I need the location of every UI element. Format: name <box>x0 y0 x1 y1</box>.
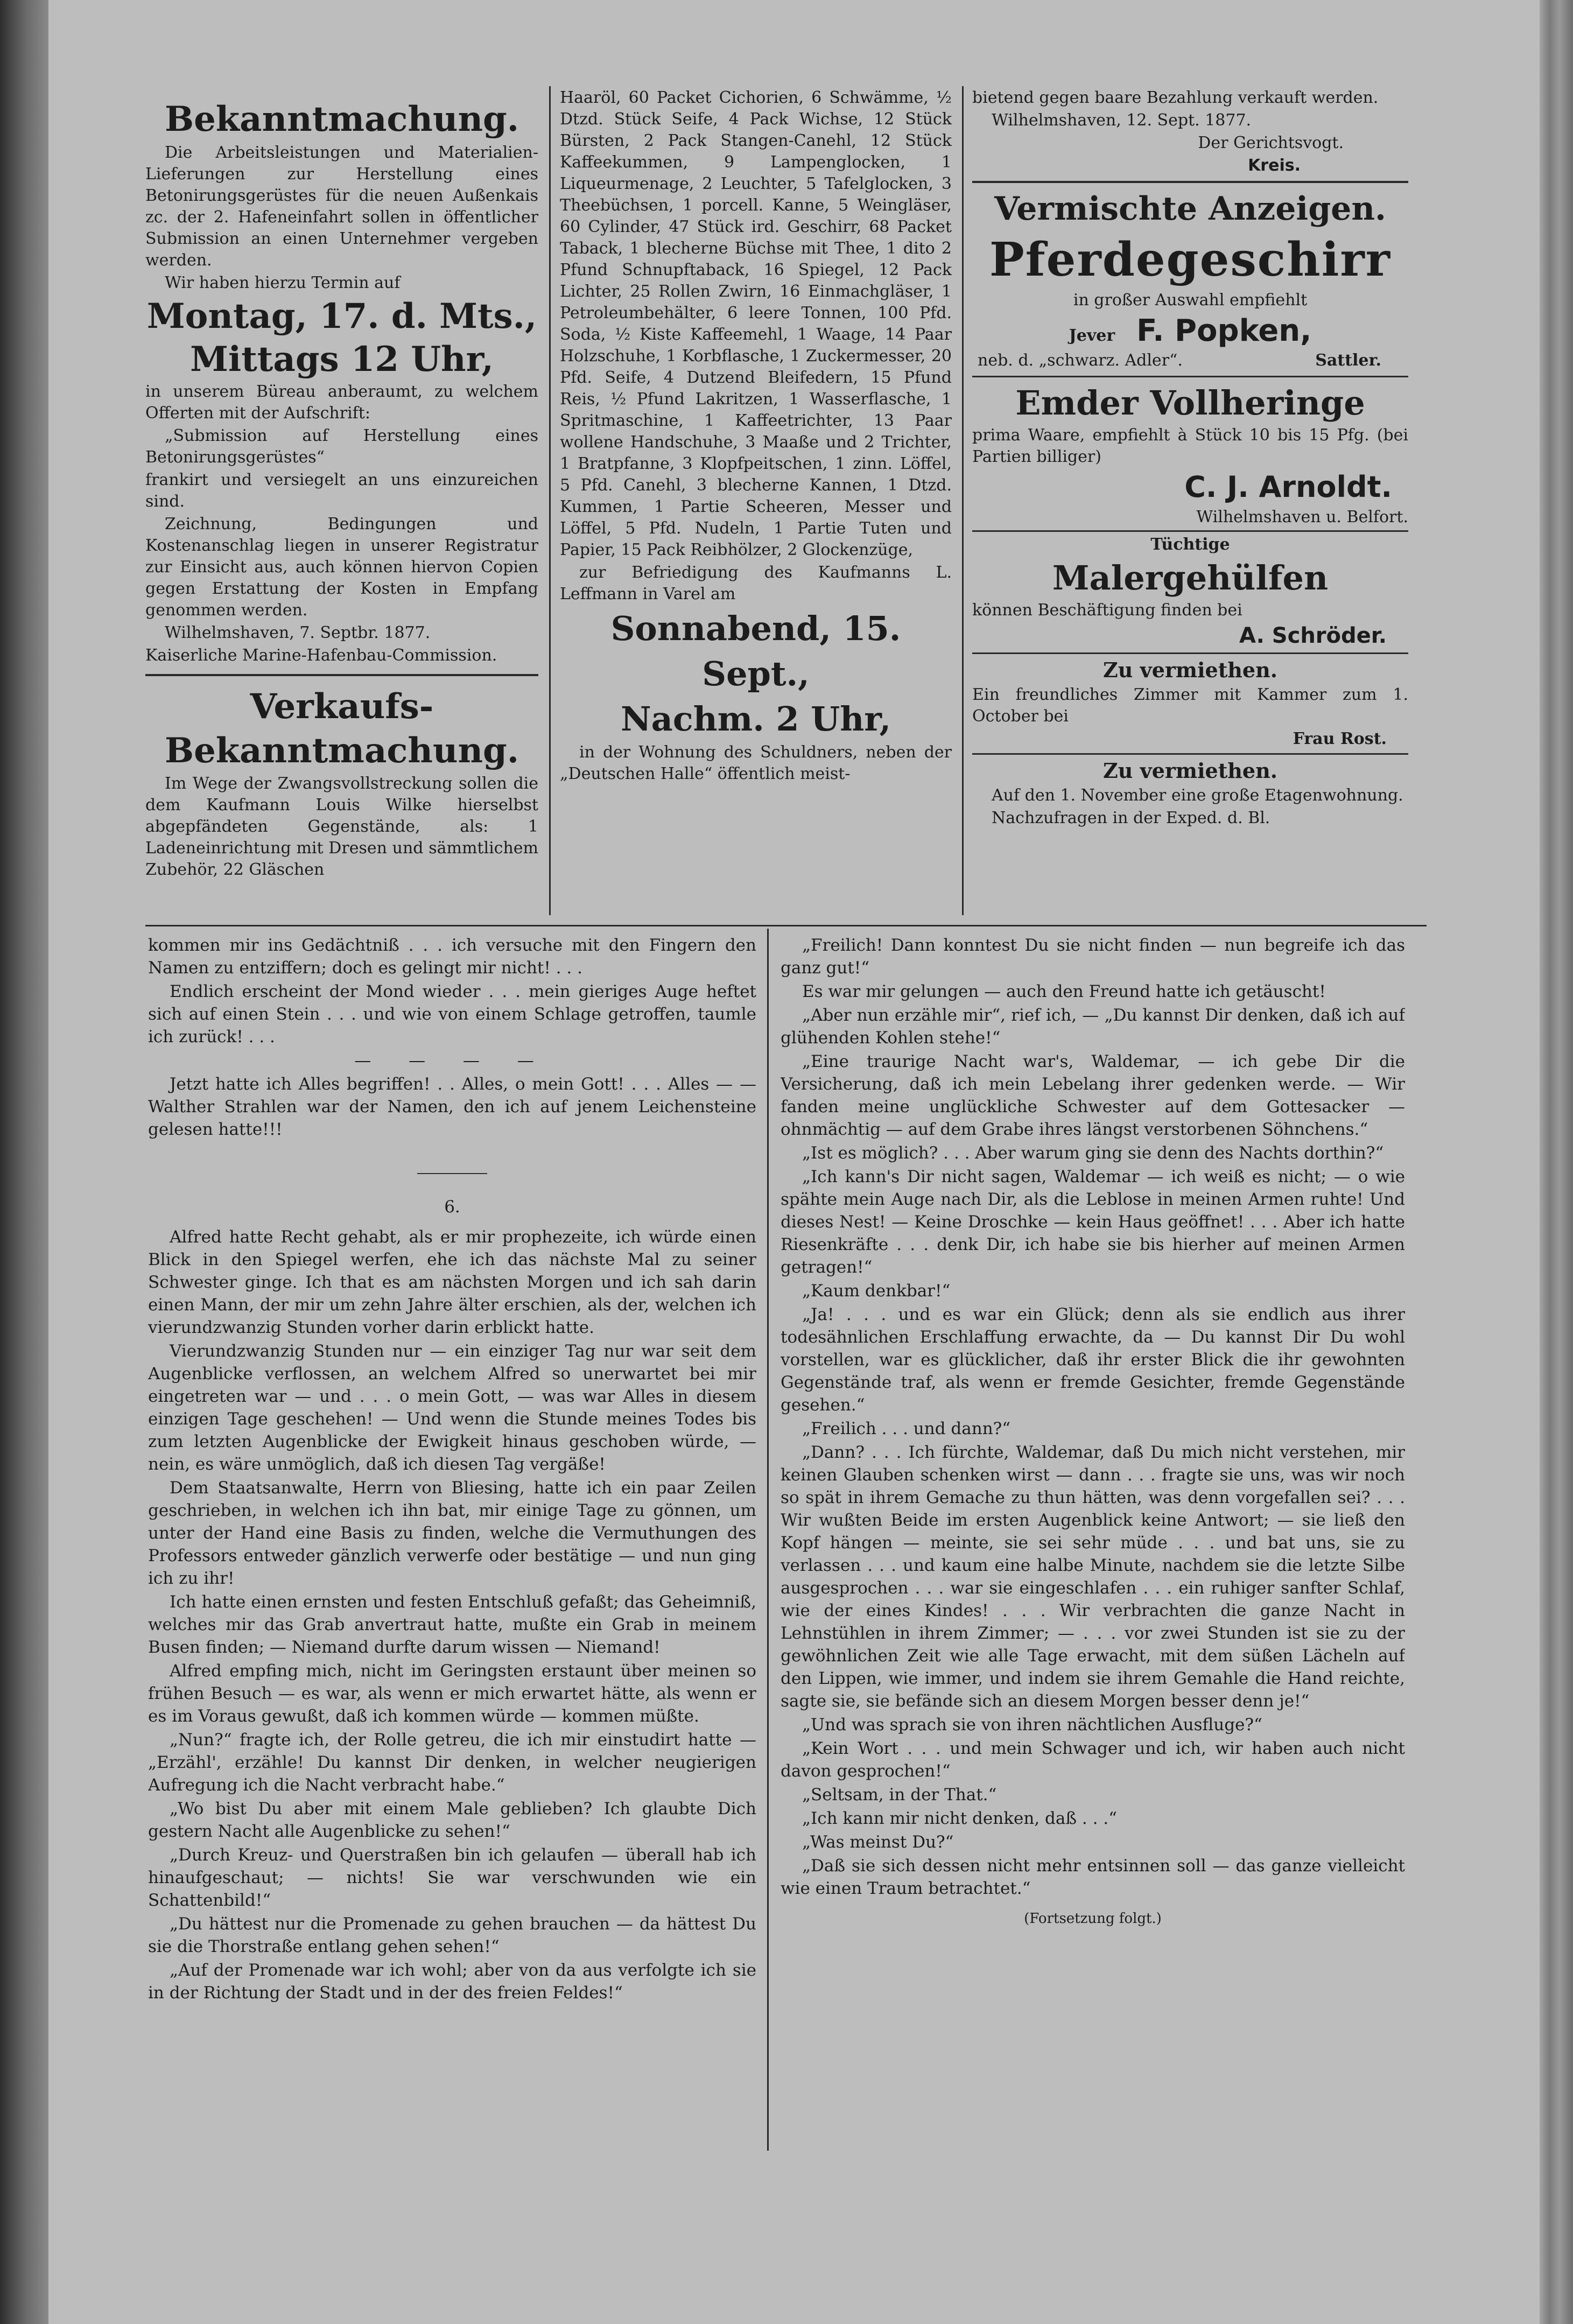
story-left-p3: Jetzt hatte ich Alles begriffen! . . Alles, o mein Gott! . . . Alles — — Walther Strahlen war der Namen, den ich auf jenem Leichensteine gelesen hatte!!! <box>148 1075 756 1139</box>
newspaper-page <box>48 0 1540 2324</box>
ad1-rule <box>145 674 538 676</box>
story-left-p12: „Du hättest nur die Promenade zu gehen brauchen — da hättest Du sie die Thorstraße entlang gehen sehen!“ <box>148 1914 756 1956</box>
story-left-p11: „Durch Kreuz- und Querstraßen bin ich gelaufen — überall hab ich hinaufgeschaut; — nichts! Sie war verschwunden wie ein Schattenbild!“ <box>148 1845 756 1910</box>
story-right-p9: „Freilich . . . und dann?“ <box>802 1419 1011 1438</box>
story-right-p5: „Ist es möglich? . . . Aber warum ging sie denn des Nachts dorthin?“ <box>802 1143 1384 1163</box>
story-left-p6: Dem Staatsanwalte, Herrn von Bliesing, hatte ich ein paar Zeilen geschrieben, in welchen ich ihn bat, mir einige Tage zu gönnen, um unter der Hand eine Basis zu finden, welche die Vermuthungen des Professors entweder gänzlich verwerfe oder bestätige — und nun ging ich zu ihr! <box>148 1478 756 1588</box>
story-right-p2: Es war mir gelungen — auch den Freund hatte ich getäuscht! <box>802 982 1326 1001</box>
column-rule-2 <box>962 86 964 915</box>
ad1-text4: Zeichnung, Bedingungen und Kostenanschlag liegen in unserer Registratur zur Einsicht aus, auch können hiervon Copien gegen Erstattung der Kosten in Empfang genommen werden. <box>145 515 538 620</box>
ad-e-title: Zu vermiethen. <box>1103 759 1277 783</box>
story-left-p8: Alfred empfing mich, nicht im Geringsten erstaunt über meinen so frühen Besuch — es war, als wenn er mich erwartet hätte, als wenn er es im Voraus gewußt, daß ich kommen würde — kommen müßte. <box>148 1661 756 1726</box>
ad1-quote: „Submission auf Herstellung eines Betonirungsgerüstes“ <box>145 426 538 467</box>
story-left-column <box>148 934 756 2156</box>
auction-items: Haaröl, 60 Packet Cichorien, 6 Schwämme, ½ Dtzd. Stück Seife, 4 Pack Wichse, 12 Stück Bürsten, 2 Pack Stangen-Canehl, 12 Stück Kaffeekummen, 9 Lampenglocken, 1 Liqueurmenage, 2 Leuchter, 5 Tafelglocken, 3 Theebüchsen, 1 porcell. Kanne, 5 Weingläser, 60 Cylinder, 47 Stück ird. Geschirr, 68 Packet Taback, 1 blecherne Büchse mit Thee, 1 dito 2 Pfund Schnupftaback, 16 Spiegel, 12 Pack Lichter, 25 Rollen Zwirn, 16 Einmachgläser, 1 Petroleumbehälter, 6 leere Tonnen, 100 Pfd. Soda, ½ Kiste Kaffeemehl, 1 Waage, 14 Paar Holzschuhe, 1 Korbflasche, 1 Zuckermesser, 20 Pfd. Seife, 4 Dutzend Bleifedern, 15 Pfund Reis, ½ Pfund Lakritzen, 1 Wasserflasche, 1 Spritmaschine, 1 Kaffeetrichter, 13 Paar wollene Handschuhe, 3 Maaße und 2 Trichter, 1 Bratpfanne, 3 Klopfpeitschen, 1 zinn. Löffel, 5 Pfd. Canehl, 3 blecherne Kannen, 1 Dtzd. Kummen, 1 Partie Scheeren, Messer und Löffel, 5 Pfd. Nudeln, 1 Partie Tuten und Papier, 15 Pack Reibhölzer, 2 Glockenzüge, <box>560 88 952 559</box>
ad-c-title: Malergehülfen <box>1052 558 1329 598</box>
story-left-p2: Endlich erscheint der Mond wieder . . . mein gieriges Auge heftet sich auf einen Stein . . . und wie von einem Schlage getroffen, taumle ich zurück! . . . <box>148 982 756 1047</box>
ad1-date: Montag, 17. d. Mts., <box>146 296 537 336</box>
chapter-divider <box>417 1173 487 1174</box>
continuation-note: (Fortsetzung folgt.) <box>1024 1911 1162 1927</box>
col3-rule-1 <box>972 181 1408 183</box>
story-left-p13: „Auf der Promenade war ich wohl; aber von da aus verfolgte ich sie in der Richtung der Stadt und in der des freien Feldes!“ <box>148 1961 756 2003</box>
story-left-p1: kommen mir ins Gedächtniß . . . ich versuche mit den Fingern den Namen zu entziffern; doch es gelingt mir nicht! . . . <box>148 936 756 978</box>
story-left-p9: „Nun?“ fragte ich, der Rolle getreu, die ich mir einstudirt hatte — „Erzähl', erzähle! Du kannst Dir denken, in welcher neugierigen Aufregung ich die Nacht verbracht habe.“ <box>148 1730 756 1795</box>
story-left-p7: Ich hatte einen ernsten und festen Entschluß gefaßt; das Geheimniß, welches mir das Grab anvertraut hatte, mußte ein Grab in meinem Busen finden; — Niemand durfte darum wissen — Niemand! <box>148 1592 756 1657</box>
ad-c-pre: Tüchtige <box>1150 535 1230 554</box>
ad1-place-date: Wilhelmshaven, 7. Septbr. 1877. <box>165 623 431 642</box>
ad-a-row-2 <box>972 350 1408 371</box>
section-title: Vermischte Anzeigen. <box>994 190 1386 228</box>
story-right-p3: „Aber nun erzähle mir“, rief ich, — „Du kannst Dir denken, daß ich auf glühenden Kohlen stehe!“ <box>781 1006 1405 1048</box>
col3-rule-5 <box>972 753 1408 755</box>
auction-place: in der Wohnung des Schuldners, neben der „Deutschen Halle“ öffentlich meist- <box>560 743 952 783</box>
section-rule-top <box>145 925 1427 926</box>
col3-rule-2 <box>972 376 1408 377</box>
ad2-text: Im Wege der Zwangsvollstreckung sollen die dem Kaufmann Louis Wilke hierselbst abgepfändeten Gegenstände, als: 1 Ladeneinrichtung mit Dresen und sämmtlichem Zubehör, 22 Gläschen <box>145 774 538 879</box>
ad-a-line: in großer Auswahl empfiehlt <box>1073 291 1308 310</box>
auction-purpose: zur Befriedigung des Kaufmanns L. Leffmann in Varel am <box>560 563 952 603</box>
column-3 <box>972 87 1408 919</box>
story-left-p5: Vierundzwanzig Stunden nur — ein einziger Tag nur war seit dem Augenblicke verflossen, an welchem Alfred so unerwartet bei mir eingetreten war — und . . . o mein Gott, — was war Alles in diesem einzigen Tage geschehen! — Und wenn die Stunde meines Todes bis zum letzten Augenblicke der Ewigkeit hinaus geschoben würde, — nein, es wäre unmöglich, daß ich diesen Tag vergäße! <box>148 1342 756 1474</box>
ad-b-text: prima Waare, empfiehlt à Stück 10 bis 15 Pfg. (bei Partien billiger) <box>972 426 1408 466</box>
story-right-p7: „Kaum denkbar!“ <box>802 1281 951 1301</box>
story-right-p8: „Ja! . . . und es war ein Glück; denn als sie endlich aus ihrer todesähnlichen Erschlaffung erwachte, da — Du kannst Dir Du wohl vorstellen, war es glücklicher, daß ihr erster Blick die ihr gewohnten Gegenstände traf, als wenn er fremde Gesichter, fremde Gegenstände gesehen.“ <box>781 1305 1405 1415</box>
chapter-number: 6. <box>444 1197 460 1217</box>
book-binding <box>0 0 48 2324</box>
ad-b-place: Wilhelmshaven u. Belfort. <box>1196 508 1408 526</box>
col3-office: Der Gerichtsvogt. <box>1198 134 1344 152</box>
story-right-p15: „Was meinst Du?“ <box>802 1832 954 1852</box>
story-right-p16: „Daß sie sich dessen nicht mehr entsinnen soll — das ganze vielleicht wie einen Traum betrachtet.“ <box>781 1856 1405 1898</box>
story-left-p4: Alfred hatte Recht gehabt, als er mir prophezeite, ich würde einen Blick in den Spiegel werfen, ehe ich das nächste Mal zu seiner Schwester ginge. Ich that es am nächsten Morgen und ich sah darin einen Mann, der mir um zehn Jahre älter erschien, als der, welchen ich vierundzwanzig Stunden vorher darin erblickt hatte. <box>148 1227 756 1337</box>
column-rule-story <box>767 929 769 2151</box>
ad-d-name: Frau Rost. <box>1293 729 1387 748</box>
ad1-text2: in unserem Büreau anberaumt, zu welchem Offerten mit der Aufschrift: <box>145 382 538 423</box>
ad-c-name: A. Schröder. <box>1239 623 1387 648</box>
ad-a-name: F. Popken, <box>1136 313 1312 348</box>
story-right-p13: „Seltsam, in der That.“ <box>802 1785 997 1805</box>
auction-time: Nachm. 2 Uhr, <box>620 699 891 739</box>
col3-place-date: Wilhelmshaven, 12. Sept. 1877. <box>992 111 1252 130</box>
story-dashes: — — — — <box>354 1051 550 1070</box>
story-right-p1: „Freilich! Dann konntest Du sie nicht finden — nun begreife ich das ganz gut!“ <box>781 936 1405 978</box>
ad-a-row <box>972 312 1408 350</box>
story-left-p10: „Wo bist Du aber mit einem Male geblieben? Ich glaubte Dich gestern Nacht alle Augenblicke zu sehen!“ <box>148 1799 756 1841</box>
column-rule-1 <box>549 86 551 915</box>
ad-b-name: C. J. Arnoldt. <box>1184 470 1392 504</box>
column-2 <box>560 87 952 919</box>
ad2-title-2: Bekanntmachung. <box>164 731 519 771</box>
story-right-p10: „Dann? . . . Ich fürchte, Waldemar, daß Du mich nicht verstehen, mir keinen Glauben schenken wirst — dann . . . fragte sie uns, was wir noch so spät in ihrem Gemache zu thun hätten, was denn vorgefallen sei? . . . Wir wußten Beide im ersten Augenblick keine Antwort; — sie ließ den Kopf hängen — meinte, sie sei sehr müde . . . und bat uns, sie zu verlassen . . . und kaum eine halbe Minute, nachdem sie die letzte Silbe ausgesprochen . . . war sie eingeschlafen . . . ein ruhiger sanfter Schlaf, wie der eines Kindes! . . . Wir verbrachten die ganze Nacht in Lehnstühlen in ihrem Zimmer; — . . . vor zwei Stunden ist sie zu der gewöhnlichen Zeit wie alle Tage erwacht, mit dem süßen Lächeln auf den Lippen, wie immer, und indem sie ihrem Gemahle die Hand reichte, sagte sie, sie befände sich an diesem Morgen besser denn je!“ <box>781 1443 1405 1711</box>
ad2-title-1: Verkaufs- <box>250 686 434 727</box>
story-right-column <box>781 934 1405 2156</box>
story-right-p12: „Kein Wort . . . und mein Schwager und ich, wir haben auch nicht davon gesprochen!“ <box>781 1739 1405 1781</box>
column-1 <box>145 97 538 915</box>
ad-e-note: Nachzufragen in der Exped. d. Bl. <box>992 809 1270 827</box>
ad-d-text: Ein freundliches Zimmer mit Kammer zum 1. October bei <box>972 685 1408 726</box>
ad-a-trade: Sattler. <box>1315 351 1381 370</box>
story-right-p11: „Und was sprach sie von ihren nächtlichen Ausfluge?“ <box>802 1715 1262 1735</box>
ad1-term: Wir haben hierzu Termin auf <box>165 273 401 292</box>
ad-a-place: Jever <box>1069 326 1115 345</box>
ad1-time: Mittags 12 Uhr, <box>190 339 494 380</box>
ad1-text3: frankirt und versiegelt an uns einzureichen sind. <box>145 471 538 511</box>
ad-c-text: können Beschäftigung finden bei <box>972 601 1242 620</box>
ad1-signature: Kaiserliche Marine-Hafenbau-Commission. <box>145 646 497 665</box>
ad1-text: Die Arbeitsleistungen und Materialien-Lieferungen zur Herstellung eines Betonirungsgerüstes für die neuen Außenkais zc. der 2. Hafeneinfahrt sollen in öffentlicher Submission an einen Unternehmer vergeben werden. <box>145 143 538 270</box>
story-right-p4: „Eine traurige Nacht war's, Waldemar, — ich gebe Dir die Versicherung, daß ich mein Lebelang ihrer gedenken werde. — Wir fanden meine unglückliche Schwester auf dem Gottesacker — ohnmächtig — auf dem Grabe ihres längst verstorbenen Söhnchens.“ <box>781 1052 1405 1139</box>
ad-e-text: Auf den 1. November eine große Etagenwohnung. <box>992 786 1403 805</box>
col3-rule-3 <box>972 530 1408 532</box>
ad-b-title: Emder Vollheringe <box>1015 383 1365 423</box>
col3-name: Kreis. <box>1248 156 1301 175</box>
story-right-p14: „Ich kann mir nicht denken, daß . . .“ <box>802 1809 1118 1828</box>
ad-d-title: Zu vermiethen. <box>1103 658 1277 682</box>
ad-a-sub: neb. d. „schwarz. Adler“. <box>978 351 1183 370</box>
col3-text: bietend gegen baare Bezahlung verkauft werden. <box>972 88 1379 107</box>
auction-date: Sonnabend, 15. Sept., <box>610 609 901 693</box>
ad1-title: Bekanntmachung. <box>164 99 519 139</box>
story-right-p6: „Ich kann's Dir nicht sagen, Waldemar — ich weiß es nicht; — o wie spähte mein Auge nach Dir, als die Leblose in meinen Armen ruhte! Und dieses Nest! — Keine Droschke — kein Haus geöffnet! . . . Aber ich hatte Riesenkräfte . . . denk Dir, ich habe sie bis hierher auf meinen Armen getragen!“ <box>781 1167 1405 1277</box>
page-edges <box>1540 0 1573 2324</box>
ad-a-title: Pferdegeschirr <box>989 233 1391 287</box>
col3-rule-4 <box>972 652 1408 654</box>
